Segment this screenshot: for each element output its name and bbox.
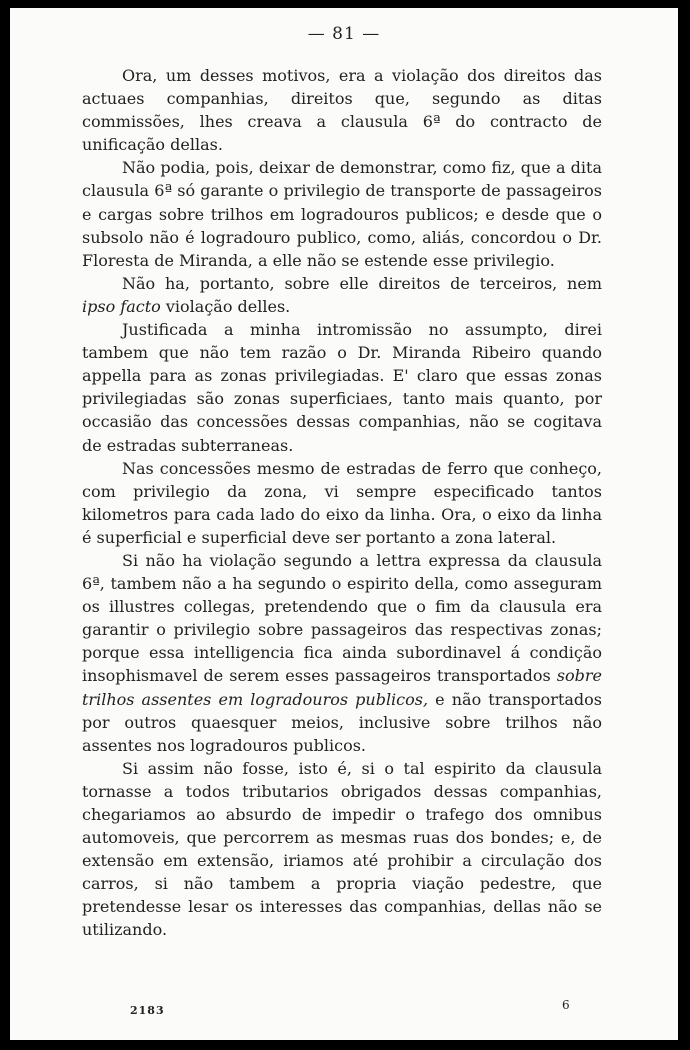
paragraph-3 [82, 272, 602, 318]
paragraph-1: Ora, um desses motivos, era a violação dos direitos das actuaes companhias, direitos que, segundo as ditas commissões, lhes creava a clausula 6ª do contracto de unificação dellas. [82, 66, 602, 155]
paragraph-3-italic: ipso facto [82, 296, 161, 316]
paragraph-2: Não podia, pois, deixar de demonstrar, como fiz, que a dita clausula 6ª só garante o privilegio de transporte de passageiros e cargas sobre trilhos em logradouros publicos; e desde que o subsolo não é logradouro publico, como, aliás, concordou o Dr. Floresta de Miranda, a elle não se estende esse privilegio. [82, 158, 602, 270]
page-number: — 81 — [307, 24, 381, 44]
paragraph-6-italic: sobre trilhos assentes em logradouros publicos, [82, 666, 602, 709]
paragraph-5: Nas concessões mesmo de estradas de ferro que conheço, com privilegio da zona, vi sempre especificado tantos kilometros para cada lado do eixo da linha. Ora, o eixo da linha é superficial e superficial deve ser portanto a zona lateral. [82, 458, 602, 547]
body-text [82, 64, 602, 942]
paragraph-4: Justificada a minha intromissão no assumpto, direi tambem que não tem razão o Dr. Miranda Ribeiro quando appella para as zonas privilegiadas. E' claro que essas zonas privilegiadas são zonas superficiaes, tanto mais quanto, por occasião das concessões dessas companhias, não se cogitava de estradas subterraneas. [82, 320, 602, 455]
paragraph-6-text-a: Si não ha violação segundo a lettra expressa da clausula 6ª, tambem não a ha segundo o espirito della, como asseguram os illustres collegas, pretendendo que o fim da clausula era garantir o privilegio sobre passageiros das respectivas zonas; porque essa intelligencia fica ainda subordinavel á condição insophismavel de serem esses passageiros transportados [82, 550, 602, 686]
gathering-mark: 6 [562, 998, 570, 1012]
paragraph-3-text-a: Não ha, portanto, sobre elle direitos de terceiros, nem [122, 273, 602, 293]
document-page [10, 8, 678, 1040]
paragraph-3-text-b: violação delles. [160, 296, 291, 316]
printer-signature: 2183 [130, 1004, 165, 1017]
paragraph-6 [82, 549, 602, 757]
paragraph-7: Si assim não fosse, isto é, si o tal espirito da clausula tornasse a todos tributarios obrigados dessas companhias, chegariamos ao absurdo de impedir o trafego dos omnibus automoveis, que percorrem as mesmas ruas dos bondes; e, de extensão em extensão, iriamos até prohibir a circulação dos carros, si não tambem a propria viação pedestre, que pretendesse lesar os interesses das companhias, dellas não se utilizando. [82, 758, 602, 940]
paragraph-6-text-b: e não transportados por outros quaesquer meios, inclusive sobre trilhos não assentes nos logradouros publicos. [82, 689, 602, 755]
